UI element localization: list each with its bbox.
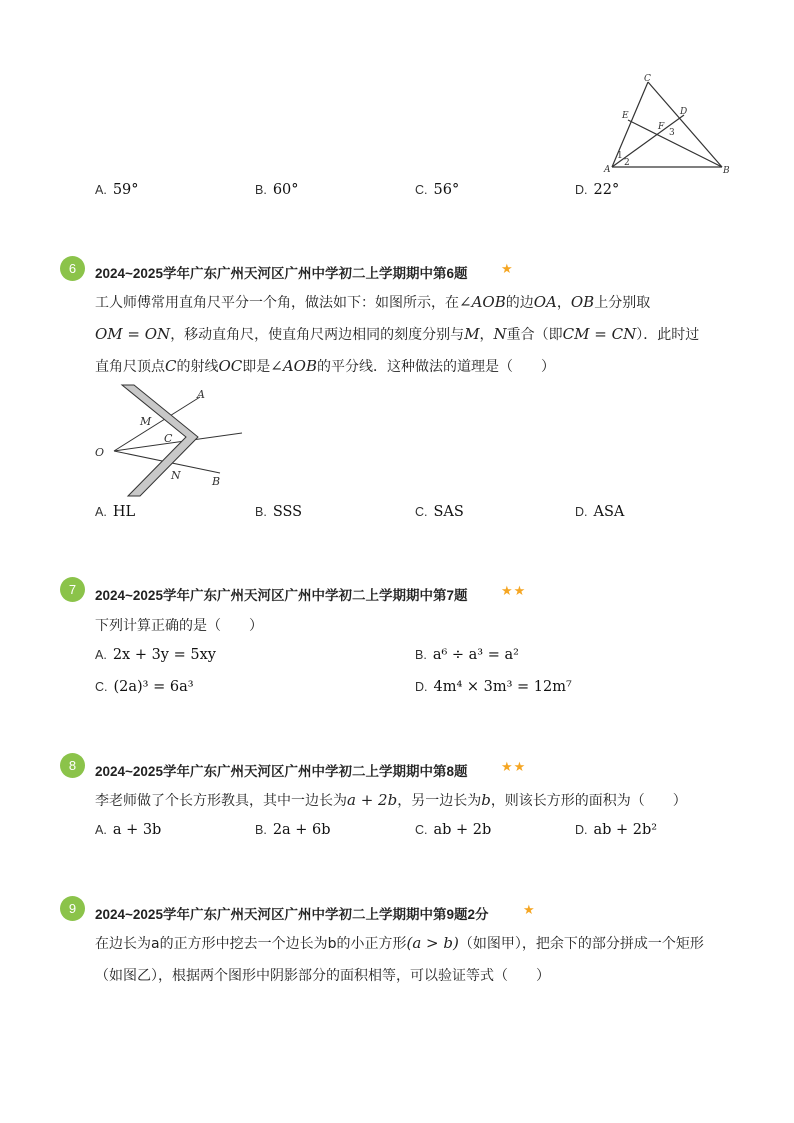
math-expression: (a > b) <box>406 934 459 952</box>
option-value: 2a + 6b <box>272 822 331 838</box>
stem-text: ，则该长方形的面积为（ ） <box>490 793 687 809</box>
option-value: ASA <box>593 504 625 520</box>
question-stem-line-2 <box>95 324 699 344</box>
option-value: a + 3b <box>112 822 162 838</box>
option-value: 56° <box>433 182 460 198</box>
math-expression: a + 2b <box>347 791 398 809</box>
option-label: D. <box>575 823 588 837</box>
stem-text: 即是 <box>242 359 271 375</box>
q5-option-c[interactable] <box>415 182 459 198</box>
fig-label-b: B <box>212 475 221 488</box>
option-label: A. <box>95 183 107 197</box>
stem-text: ， <box>479 327 494 343</box>
q7-option-d[interactable] <box>415 679 572 695</box>
question-stem-line-2: （如图乙），根据两个图形中阴影部分的面积相等，可以验证等式（ ） <box>95 968 550 984</box>
math-expression: OB <box>570 293 595 311</box>
stem-text: 的射线 <box>176 359 219 375</box>
fig-label-f: F <box>658 122 665 132</box>
stem-text: 李老师做了个长方形教具，其中一边长为 <box>95 793 347 809</box>
difficulty-stars: ★ <box>501 262 514 277</box>
fig-label-2: 2 <box>624 158 630 168</box>
option-label: A. <box>95 505 107 519</box>
stem-text: （如图甲），把余下的部分拼成一个矩形 <box>458 936 704 952</box>
q7-option-b[interactable] <box>415 647 519 663</box>
fig-label-d: D <box>680 107 688 117</box>
option-label: A. <box>95 648 107 662</box>
q6-option-b[interactable] <box>255 504 302 520</box>
fig-label-a: A <box>604 165 611 175</box>
fig-label-b: B <box>723 166 730 176</box>
difficulty-stars: ★ <box>523 903 536 918</box>
q6-option-d[interactable] <box>575 504 624 520</box>
option-value: SSS <box>272 504 303 520</box>
question-stem-line-1 <box>95 292 650 312</box>
stem-text: 直角尺顶点 <box>95 359 165 375</box>
option-label: B. <box>255 505 267 519</box>
question-header: 2024~2025学年广东广州天河区广州中学初二上学期期中第8题 <box>95 764 468 779</box>
difficulty-stars: ★★ <box>501 760 527 775</box>
math-expression: OM = ON <box>95 325 171 343</box>
fig-label-1: 1 <box>617 151 623 161</box>
fig-label-c: C <box>164 432 173 445</box>
option-value: a⁶ ÷ a³ = a² <box>432 647 519 663</box>
stem-text: 上分别取 <box>594 295 651 311</box>
option-value: ab + 2b <box>433 822 492 838</box>
option-value: 2x + 3y = 5xy <box>112 647 216 663</box>
stem-text: ，另一边长为 <box>397 793 482 809</box>
stem-text: ， <box>556 295 571 311</box>
option-label: B. <box>255 823 267 837</box>
fig-label-a: A <box>197 388 205 401</box>
q5-triangle-figure <box>598 72 740 176</box>
option-label: C. <box>95 680 108 694</box>
math-expression: OA <box>533 293 557 311</box>
math-expression: ∠AOB <box>459 293 506 311</box>
math-expression: CM = CN <box>562 325 637 343</box>
option-value: 59° <box>112 182 139 198</box>
fig-label-e: E <box>622 111 629 121</box>
option-label: D. <box>415 680 428 694</box>
stem-text: 在边长为a的正方形中挖去一个边长为b的小正方形 <box>95 936 407 952</box>
math-expression: M <box>464 325 480 343</box>
question-header: 2024~2025学年广东广州天河区广州中学初二上学期期中第7题 <box>95 588 468 603</box>
question-stem-line-3 <box>95 356 555 376</box>
difficulty-stars: ★★ <box>501 584 527 599</box>
question-header: 2024~2025学年广东广州天河区广州中学初二上学期期中第9题2分 <box>95 907 489 922</box>
q7-option-c[interactable] <box>95 679 194 695</box>
question-number-badge: 9 <box>60 896 85 921</box>
math-expression: OC <box>218 357 243 375</box>
question-number-badge: 8 <box>60 753 85 778</box>
fig-label-o: O <box>95 446 105 459</box>
option-value: SAS <box>433 504 464 520</box>
fig-label-c: C <box>644 74 651 84</box>
q5-option-b[interactable] <box>255 182 299 198</box>
math-expression: ∠AOB <box>270 357 317 375</box>
option-value: (2a)³ = 6a³ <box>113 679 194 695</box>
fig-label-n: N <box>171 469 181 482</box>
option-label: B. <box>415 648 427 662</box>
option-label: C. <box>415 823 428 837</box>
question-number-badge: 6 <box>60 256 85 281</box>
stem-text: ，移动直角尺，使直角尺两边相同的刻度分别与 <box>170 327 465 343</box>
option-label: A. <box>95 823 107 837</box>
math-expression: b <box>481 791 491 809</box>
fig-label-m: M <box>140 415 152 428</box>
stem-text: 工人师傅常用直角尺平分一个角，做法如下：如图所示，在 <box>95 295 459 311</box>
q8-option-a[interactable] <box>95 822 161 838</box>
question-stem-line-1 <box>95 933 704 953</box>
q8-option-d[interactable] <box>575 822 657 838</box>
option-value: 22° <box>593 182 620 198</box>
q6-option-a[interactable] <box>95 504 135 520</box>
option-label: C. <box>415 505 428 519</box>
question-number-badge: 7 <box>60 577 85 602</box>
option-value: ab + 2b² <box>593 822 658 838</box>
option-label: B. <box>255 183 267 197</box>
option-label: D. <box>575 183 588 197</box>
q6-option-c[interactable] <box>415 504 464 520</box>
q5-option-a[interactable] <box>95 182 139 198</box>
option-label: D. <box>575 505 588 519</box>
option-value: 4m⁴ × 3m³ = 12m⁷ <box>433 679 572 695</box>
option-label: C. <box>415 183 428 197</box>
stem-text: 的边 <box>505 295 534 311</box>
stem-text: 的平分线．这种做法的道理是（ ） <box>317 359 555 375</box>
q7-option-a[interactable] <box>95 647 216 663</box>
question-header: 2024~2025学年广东广州天河区广州中学初二上学期期中第6题 <box>95 266 468 281</box>
option-value: HL <box>112 504 136 520</box>
math-expression: C <box>165 357 177 375</box>
q5-option-d[interactable] <box>575 182 619 198</box>
fig-label-3: 3 <box>669 128 675 138</box>
question-stem: 下列计算正确的是（ ） <box>95 618 263 634</box>
q6-square-ruler-figure <box>92 383 252 498</box>
math-expression: N <box>493 325 507 343</box>
stem-text: ）．此时过 <box>636 327 700 343</box>
question-stem <box>95 790 687 810</box>
option-value: 60° <box>272 182 299 198</box>
stem-text: 重合（即 <box>506 327 563 343</box>
q8-option-c[interactable] <box>415 822 491 838</box>
q8-option-b[interactable] <box>255 822 331 838</box>
